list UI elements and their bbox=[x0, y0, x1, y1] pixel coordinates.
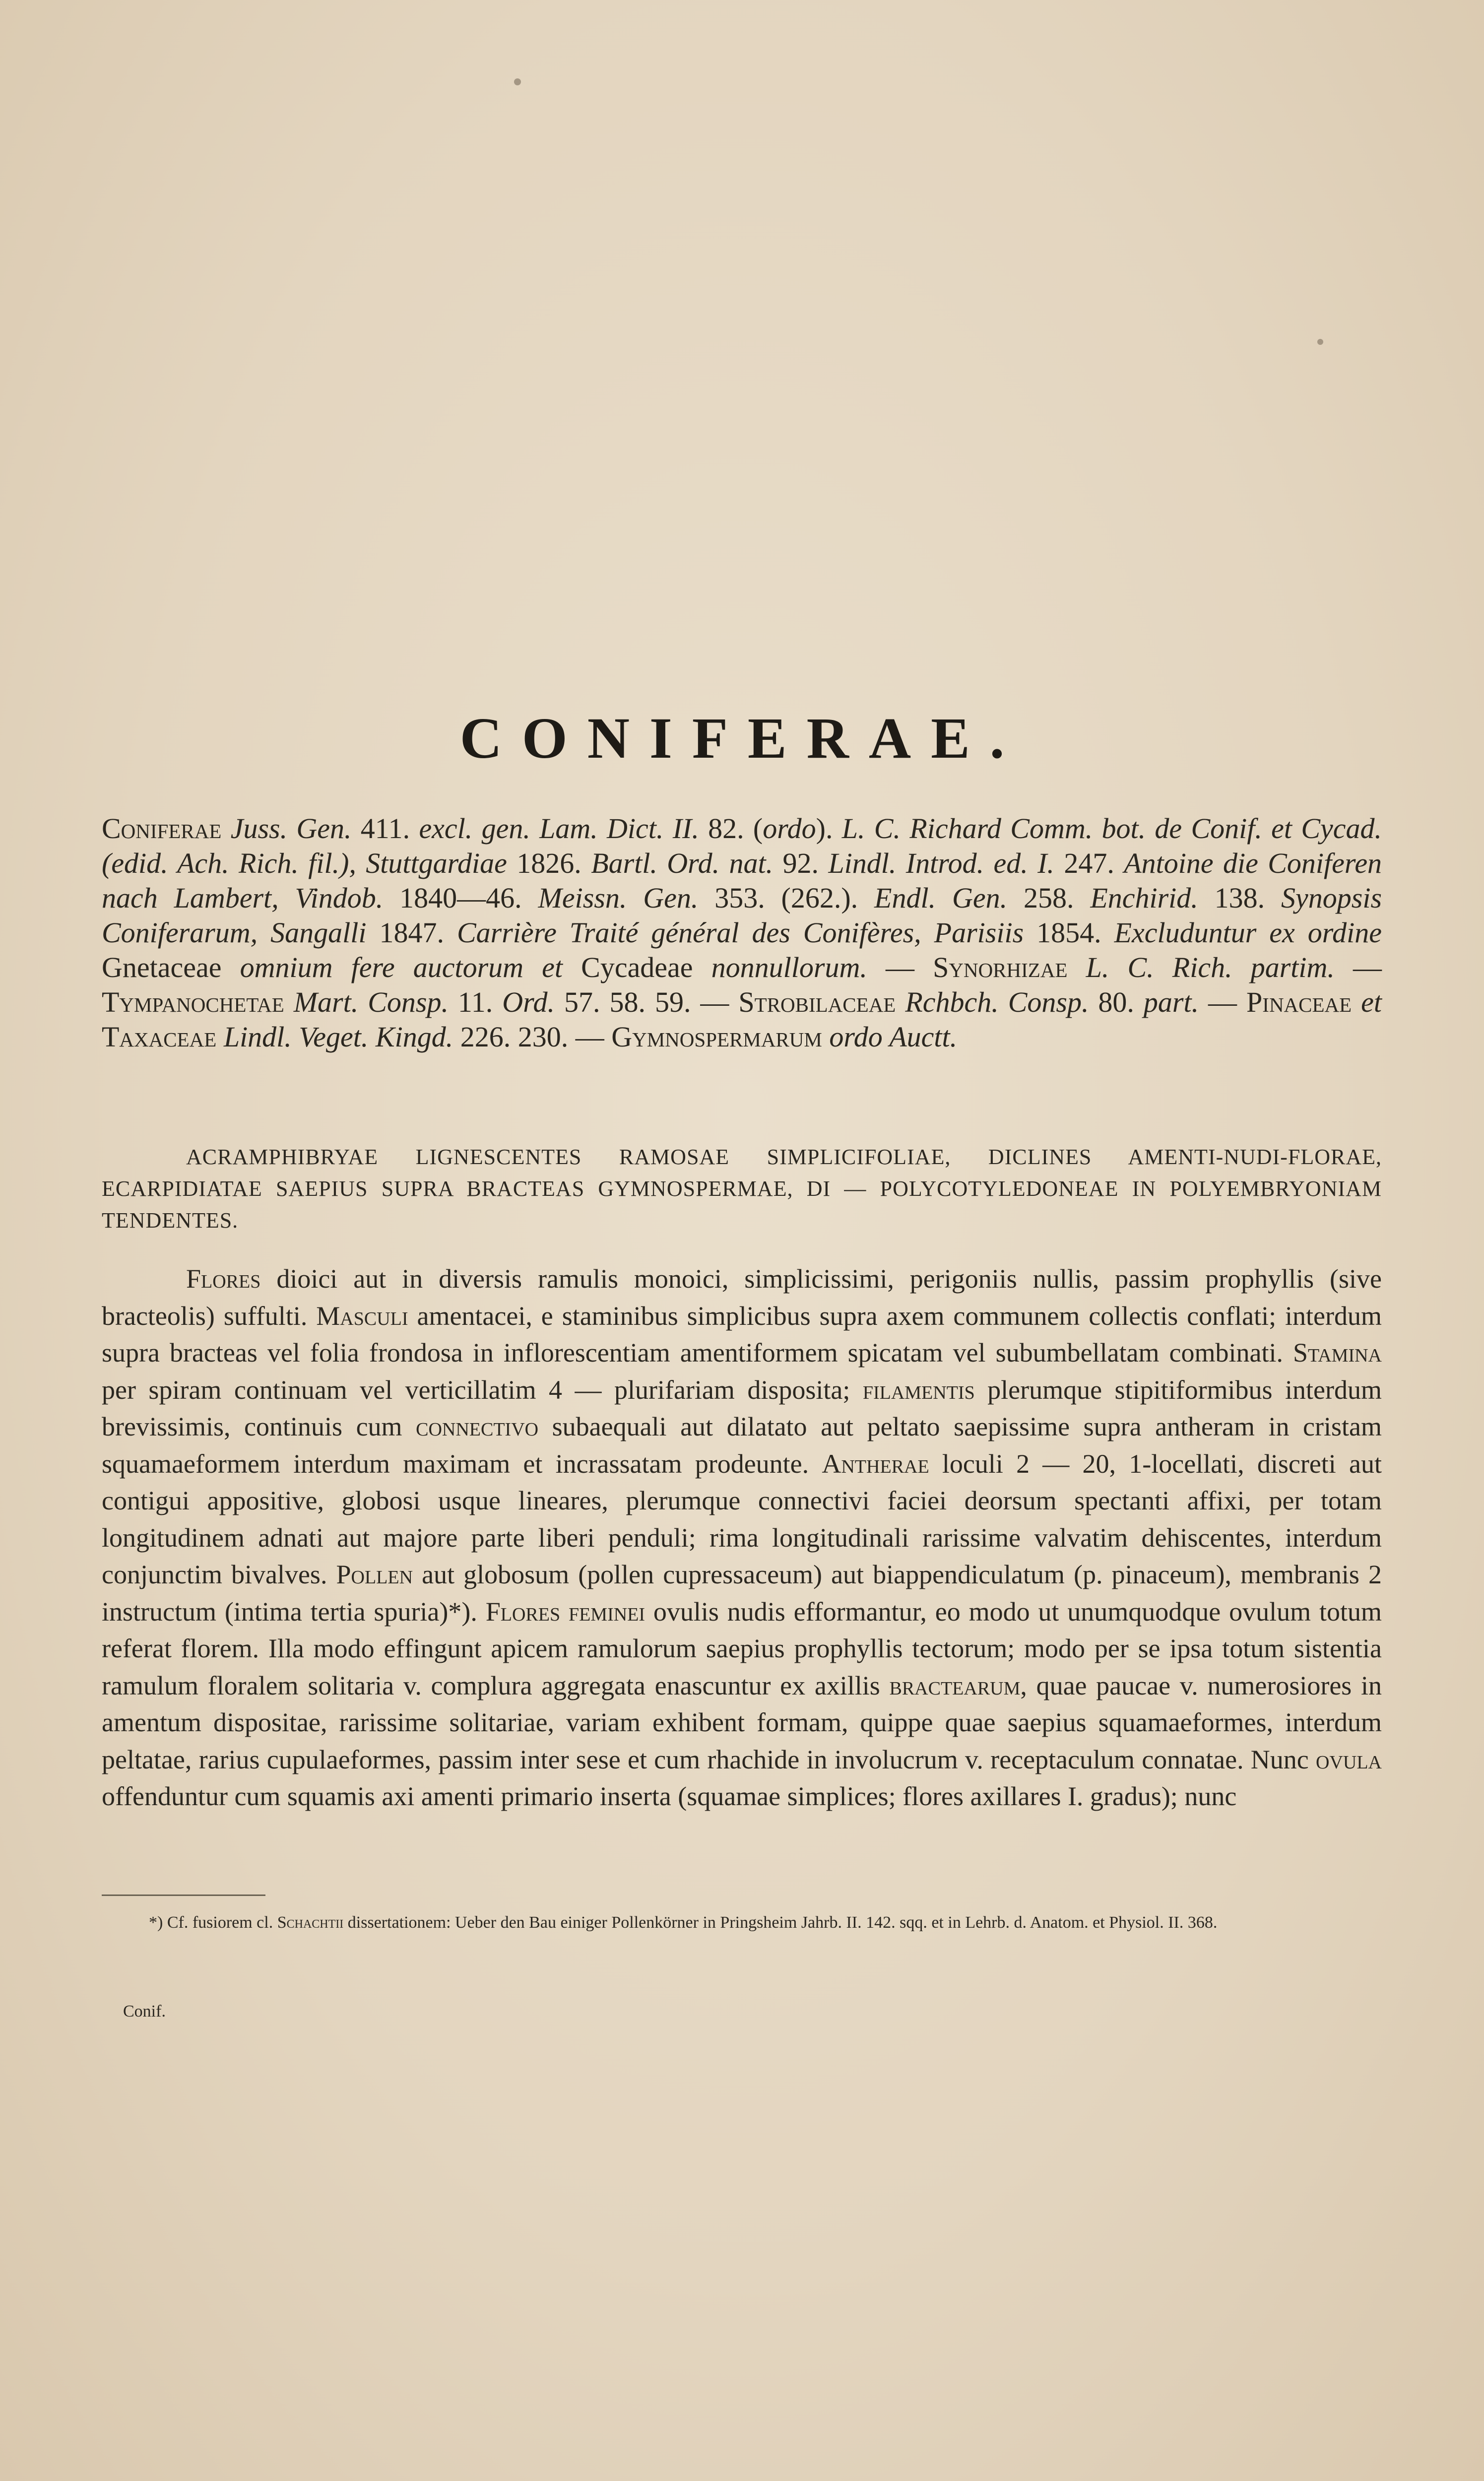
citation: 11. bbox=[448, 986, 503, 1018]
term: ovula bbox=[1316, 1744, 1382, 1774]
citation: omnium fere auctorum et bbox=[240, 951, 563, 983]
citation: 82. ( bbox=[708, 812, 763, 845]
citation: 80. bbox=[1089, 986, 1144, 1018]
citation: 411. bbox=[360, 812, 419, 845]
citation: Lindl. Introd. ed. I. bbox=[828, 847, 1054, 879]
description-text: dioici aut in diversis ramulis monoici, simplicissimi, perigoniis nullis, passim prophyllis (sive bracteolis) suffulti. bbox=[102, 1264, 1382, 1331]
separator: — bbox=[1199, 986, 1247, 1018]
description-text: , quae paucae v. numerosiores in amentum dispositae, rarissime solitariae, variam exhibent formam, quippe quae saepius squamaeformes, interdum peltatae, rarius cupulaeformes, passim inter sese et cum rhachide in involucrum v. receptaculum connatae. Nunc bbox=[102, 1670, 1382, 1774]
synonymy-paragraph bbox=[102, 811, 1382, 1054]
separator: — bbox=[1334, 951, 1382, 983]
citation: Excluduntur ex ordine bbox=[1114, 916, 1382, 949]
term: Pollen bbox=[336, 1560, 413, 1589]
citation: 353. (262.). bbox=[698, 882, 875, 914]
citation: Bartl. Ord. nat. bbox=[591, 847, 774, 879]
synonym-name: Gymnospermarum bbox=[611, 1021, 822, 1053]
footnote-author: Schachtii bbox=[277, 1913, 344, 1932]
citation: ordo Auctt. bbox=[822, 1021, 958, 1053]
synonym-name: Coniferae bbox=[102, 812, 222, 845]
description-text: subaequali aut dilatato aut peltato saepissime supra antheram in cristam squamaeformem interdum maximam et incrassatam prodeunte. bbox=[102, 1412, 1382, 1479]
synonym-name: Tympanochetae bbox=[102, 986, 284, 1018]
term: bractearum bbox=[889, 1670, 1021, 1700]
citation: 57. 58. 59. — bbox=[555, 986, 739, 1018]
term: Flores feminei bbox=[485, 1596, 645, 1627]
citation: Endl. Gen. bbox=[874, 882, 1008, 914]
term: filamentis bbox=[862, 1374, 975, 1405]
citation: 258. bbox=[1007, 882, 1091, 914]
citation: Lam. Dict. II. bbox=[530, 812, 709, 845]
citation: Carrière Traité général des Conifères, Parisiis bbox=[456, 916, 1024, 949]
citation: L. C. Richard Comm. bot. de Conif. et Cycad. (edid. Ach. Rich. fil.), Stuttgardiae bbox=[102, 812, 1382, 879]
description-text: aut globosum (pollen cupressaceum) aut biappendiculatum (p. pinaceum), membranis 2 instructum (intima tertia spuria)*). bbox=[102, 1560, 1382, 1627]
page-title: CONIFERAE. bbox=[459, 706, 1025, 771]
citation: 247. bbox=[1054, 847, 1124, 879]
citation: Mart. Consp. bbox=[284, 986, 449, 1018]
citation: 1847. bbox=[366, 916, 457, 949]
term: Masculi bbox=[316, 1301, 408, 1331]
description-text: loculi 2 — 20, 1-locellati, discreti aut contigui appositive, globosi usque lineares, plerumque connectivi faciei deorsum spectanti affixi, per totam longitudinem adnati aut majore parte liberi penduli; rima longitudinali rarissime valvatim dehiscentes, interdum conjunctim bivalves. bbox=[102, 1448, 1382, 1589]
citation: 1854. bbox=[1024, 916, 1114, 949]
description-text: amentacei, e staminibus simplicibus supra axem communem collectis conflati; interdum supra bracteas vel folia frondosa in inflorescentiam amentiformem spicatam vel subumbellatam combinati. bbox=[102, 1301, 1382, 1368]
paper-spot bbox=[1317, 339, 1323, 345]
synonym-name: Synorhizae bbox=[933, 951, 1068, 983]
citation: Rchbch. Consp. bbox=[896, 986, 1089, 1018]
separator: — bbox=[867, 951, 933, 983]
family-name: Cycadeae bbox=[563, 951, 711, 983]
term: Flores bbox=[186, 1264, 261, 1294]
citation: nonnullorum. bbox=[711, 951, 867, 983]
citation: 1840—46. bbox=[383, 882, 538, 914]
citation: Synopsis Coniferarum, Sangalli bbox=[102, 882, 1382, 949]
citation: L. C. Rich. partim. bbox=[1067, 951, 1335, 983]
footnote-text: dissertationem: Ueber den Bau einiger Pollenkörner in Pringsheim Jahrb. II. 142. sqq. et in Lehrb. d. Anatom. et Physiol. II. 368. bbox=[343, 1913, 1218, 1932]
description-text: ovulis nudis efformantur, eo modo ut unumquodque ovulum totum referat florem. Illa modo effingunt apicem ramulorum saepius prophyllis tectorum; modo per se ipsa totum sistentia ramulum floralem solitaria v. complura aggregata enascuntur ex axillis bbox=[102, 1596, 1382, 1700]
citation: part. bbox=[1143, 986, 1199, 1018]
citation: 138. bbox=[1198, 882, 1282, 914]
synonym-name: Pinaceae bbox=[1246, 986, 1352, 1018]
diagnosis-paragraph: ACRAMPHIBRYAE LIGNESCENTES RAMOSAE SIMPLICIFOLIAE, DICLINES AMENTI-NUDI-FLORAE, ECARPIDIATAE SAEPIUS SUPRA BRACTEAS GYMNOSPERMAE, DI — POLYCOTYLEDONEAE IN POLYEMBRYONIAM TENDENTES. bbox=[102, 1145, 1382, 1233]
description-text: per spiram continuam vel verticillatim 4 — plurifariam disposita; bbox=[102, 1374, 863, 1405]
paper-spot bbox=[514, 78, 521, 85]
synonym-name: Taxaceae bbox=[102, 1021, 217, 1053]
citation: Antoine die Coniferen nach Lambert, Vindob. bbox=[102, 847, 1382, 914]
footnote bbox=[149, 1910, 1379, 1935]
term: Antherae bbox=[822, 1448, 929, 1479]
footnote-text: *) Cf. fusiorem cl. bbox=[149, 1913, 277, 1932]
citation: 92. bbox=[773, 847, 829, 879]
term: Stamina bbox=[1293, 1338, 1382, 1368]
citation: et bbox=[1352, 986, 1382, 1018]
citation: Enchirid. bbox=[1090, 882, 1198, 914]
description-text: offenduntur cum squamis axi amenti primario inserta (squamae simplices; flores axillares I. gradus); nunc bbox=[102, 1781, 1237, 1811]
description-paragraph bbox=[102, 1260, 1382, 1815]
citation: ). bbox=[816, 812, 842, 845]
family-name: Gnetaceae bbox=[102, 951, 240, 983]
citation: Juss. Gen. bbox=[221, 812, 361, 845]
citation: Meissn. Gen. bbox=[538, 882, 699, 914]
citation: excl. gen. bbox=[419, 812, 530, 845]
citation: ordo bbox=[763, 812, 816, 845]
citation: Ord. bbox=[502, 986, 555, 1018]
footnote-rule bbox=[102, 1894, 265, 1896]
term: connectivo bbox=[416, 1412, 539, 1441]
description-text: plerumque stipitiformibus interdum brevissimis, continuis cum bbox=[102, 1374, 1382, 1441]
synonym-name: Strobilaceae bbox=[738, 986, 896, 1018]
signature-mark: Conif. bbox=[123, 2002, 166, 2021]
citation: Lindl. Veget. Kingd. bbox=[216, 1021, 453, 1053]
citation: 226. 230. — bbox=[453, 1021, 612, 1053]
citation: 1826. bbox=[507, 847, 591, 879]
